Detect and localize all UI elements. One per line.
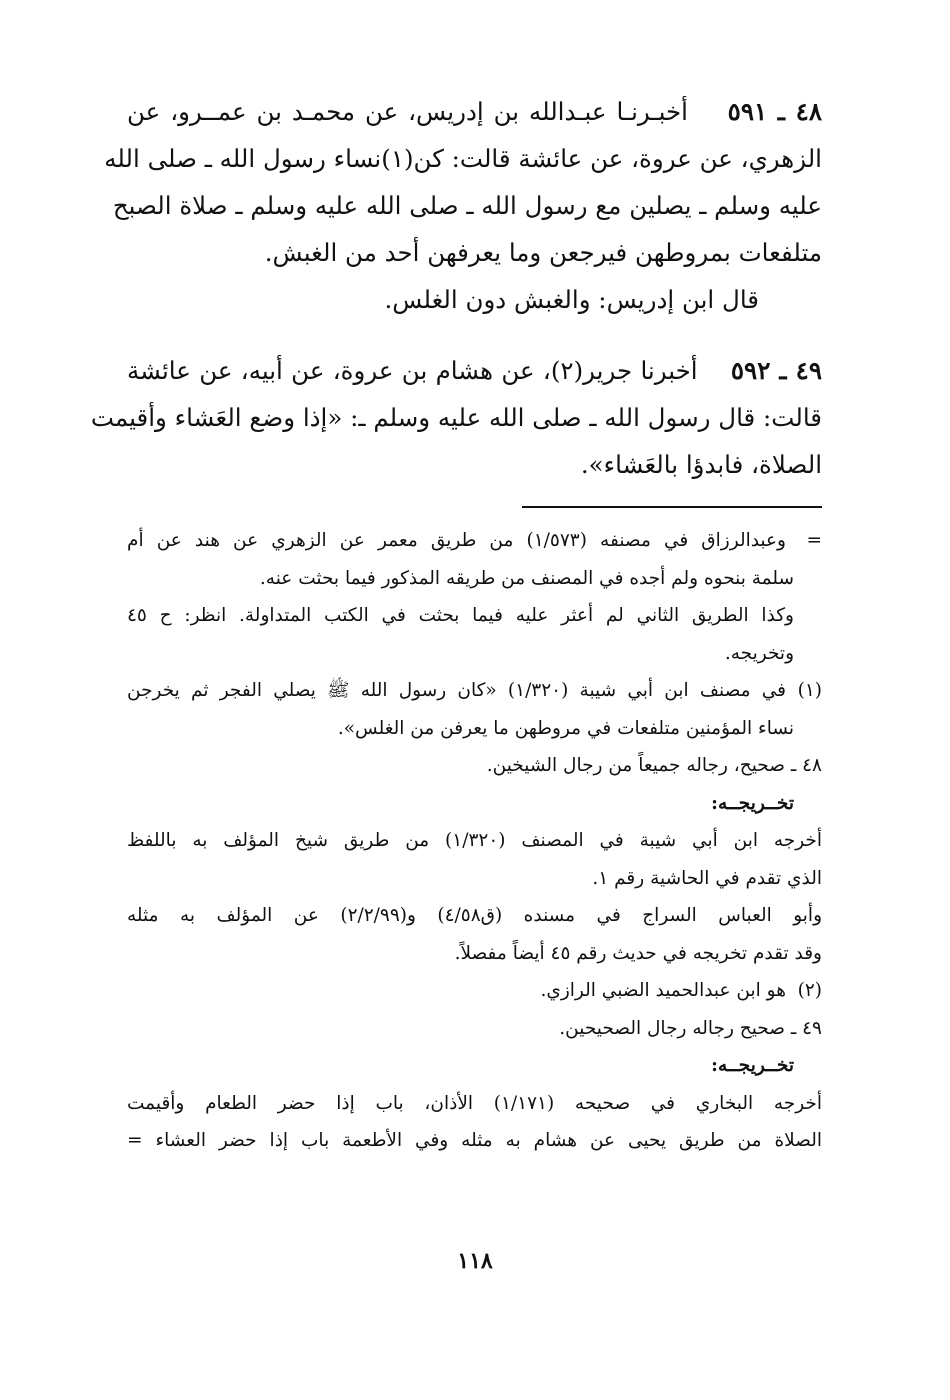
hadith-line: الزهري، عن عروة، عن عائشة قالت: كن(١)نساء رسول الله ـ صلى الله xyxy=(104,144,822,173)
hadith-number: ٤٨ ـ ٥٩١ xyxy=(727,97,822,126)
takhrij-line: وقد تقدم تخريجه في حديث رقم ٤٥ أيضاً مفصلاً. xyxy=(454,942,822,964)
hadith-line xyxy=(127,347,822,394)
hadith-entry xyxy=(104,88,822,323)
footnote-1: (١)في مصنف ابن أبي شيبة (١/٣٢٠) «كان رسول الله ﷺ يصلي الفجر ثم يخرجن xyxy=(127,672,822,710)
footnote-line: =وعبدالرزاق في مصنفه (١/٥٧٣) من طريق معمر عن الزهري عن هند عن أم xyxy=(127,522,822,560)
takhrij-heading: تخــريجــه: xyxy=(711,792,794,814)
takhrij-line: أخرجه ابن أبي شيبة في المصنف (١/٣٢٠) من طريق شيخ المؤلف به باللفظ xyxy=(127,830,822,851)
hadith-entry xyxy=(90,347,822,488)
footnote-marker: (١) xyxy=(797,680,822,701)
hadith-line: قالت: قال رسول الله ـ صلى الله عليه وسلم ـ: «إذا وضع العَشاء وأقيمت xyxy=(90,403,822,432)
footnote-line: وكذا الطريق الثاني لم أعثر عليه فيما بحثت في الكتب المتداولة. انظر: ح ٤٥ xyxy=(127,605,794,626)
continuation-marker: = xyxy=(806,530,822,551)
hadith-line: عليه وسلم ـ يصلين مع رسول الله ـ صلى الله عليه وسلم ـ صلاة الصبح xyxy=(112,191,822,220)
hadith-remark: قال ابن إدريس: والغبش دون الغلس. xyxy=(384,285,759,314)
hadith-number: ٤٩ ـ ٥٩٢ xyxy=(730,356,822,385)
hadith-line: متلفعات بمروطهن فيرجعن وما يعرفهن أحد من الغبش. xyxy=(264,238,822,267)
footnote-marker: (٢) xyxy=(797,980,822,1001)
takhrij-heading: تخــريجــه: xyxy=(711,1055,794,1076)
footnote-line: سلمة بنحوه ولم أجده في المصنف من طريقه المذكور فيما بحثت عنه. xyxy=(259,567,794,589)
hadith-line xyxy=(127,88,822,135)
hadith-line: الصلاة، فابدؤا بالعَشاء». xyxy=(580,450,822,479)
page-number: ١١٨ xyxy=(457,1248,493,1274)
grade-48: ٤٨ ـ صحيح، رجاله جميعاً من رجال الشيخين. xyxy=(486,755,822,776)
grade-49: ٤٩ ـ صحيح رجاله رجال الصحيحين. xyxy=(559,1017,822,1039)
hadith-text: أخبرنا جرير(٢)، عن هشام بن عروة، عن أبيه، عن عائشة xyxy=(127,356,698,385)
footnote-separator xyxy=(522,506,822,508)
footnote-2: (٢)هو ابن عبدالحميد الضبي الرازي. xyxy=(127,972,822,1010)
footnotes xyxy=(127,522,822,1160)
hadith-text: أخبـرنـا عبـدالله بن إدريس، عن محمـد بن عمــرو، عن xyxy=(127,97,688,126)
takhrij-line: أخرجه البخاري في صحيحه (١/١٧١) الأذان، باب إذا حضر الطعام وأقيمت xyxy=(127,1092,822,1114)
takhrij-line: الذي تقدم في الحاشية رقم ١. xyxy=(592,867,822,889)
footnote-line: وتخريجه. xyxy=(724,642,794,664)
footnote-line: نساء المؤمنين متلفعات في مروطهن ما يعرفن من الغلس». xyxy=(337,717,794,739)
takhrij-line: الصلاة من طريق يحيى عن هشام به مثله وفي الأطعمة باب إذا حضر العشاء = xyxy=(127,1130,822,1151)
page-body xyxy=(90,88,822,1160)
takhrij-line: وأبو العباس السراج في مسنده (ق٤/٥٨) و(٢/٢/٩٩) عن المؤلف به مثله xyxy=(127,905,822,926)
